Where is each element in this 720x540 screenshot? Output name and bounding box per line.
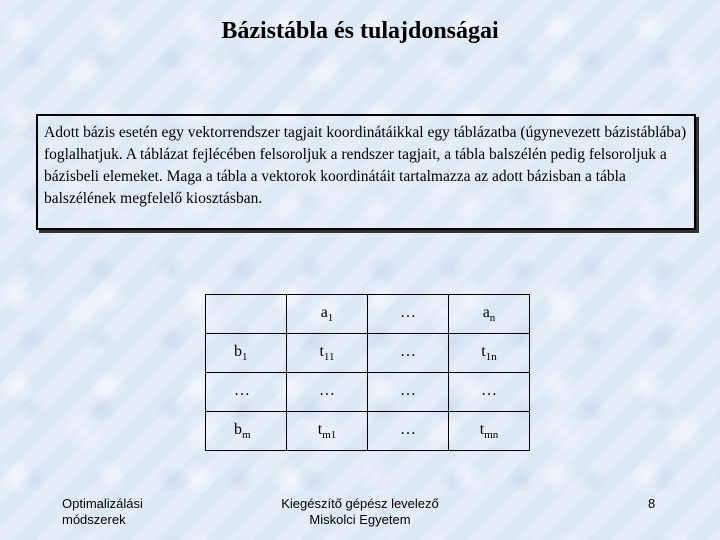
page-number: 8 (648, 496, 656, 511)
table-cell: … (368, 334, 449, 373)
footer-course-line: Optimalizálási (62, 496, 143, 511)
table-row (206, 412, 530, 451)
table-row (206, 334, 530, 373)
footer-course (62, 496, 143, 528)
table-header-cell: $a_n$ (449, 295, 530, 334)
table-header-row (206, 295, 530, 334)
footer-institution (250, 496, 470, 528)
basis-table (205, 294, 530, 451)
table-header-cell: $a_1$ (287, 295, 368, 334)
table-cell: … (368, 412, 449, 451)
slide-title: Bázistábla és tulajdonságai (221, 18, 499, 44)
table-cell: … (368, 373, 449, 412)
table-corner-cell (206, 295, 287, 334)
table-row-header: $b_1$ (206, 334, 287, 373)
table-row-header: … (206, 373, 287, 412)
table-header-cell: … (368, 295, 449, 334)
definition-textbox: Adott bázis esetén egy vektorrendszer tagjait koordinátáikkal egy táblázatba (úgynevezett bázistáblába) foglalhatjuk. A táblázat fejlécében felsoroljuk a rendszer tagjait, a tábla balszélén pedig felsoroljuk a bázisbeli elemeket. Maga a tábla a vektorok koordinátáit tartalmazza az adott bázisban a tábla balszélének megfelelő kiosztásban. (36, 114, 696, 230)
footer-institution-line: Miskolci Egyetem (309, 512, 411, 527)
table-cell: $t_{mn}$ (449, 412, 530, 451)
footer-course-line: módszerek (62, 512, 126, 527)
table-cell: $t_{m1}$ (287, 412, 368, 451)
table-row (206, 373, 530, 412)
table-cell: $t_{11}$ (287, 334, 368, 373)
table-row-header: $b_m$ (206, 412, 287, 451)
table-cell: … (287, 373, 368, 412)
footer-institution-line: Kiegészítő gépész levelező (281, 496, 439, 511)
table-cell: $t_{1n}$ (449, 334, 530, 373)
table-cell: … (449, 373, 530, 412)
